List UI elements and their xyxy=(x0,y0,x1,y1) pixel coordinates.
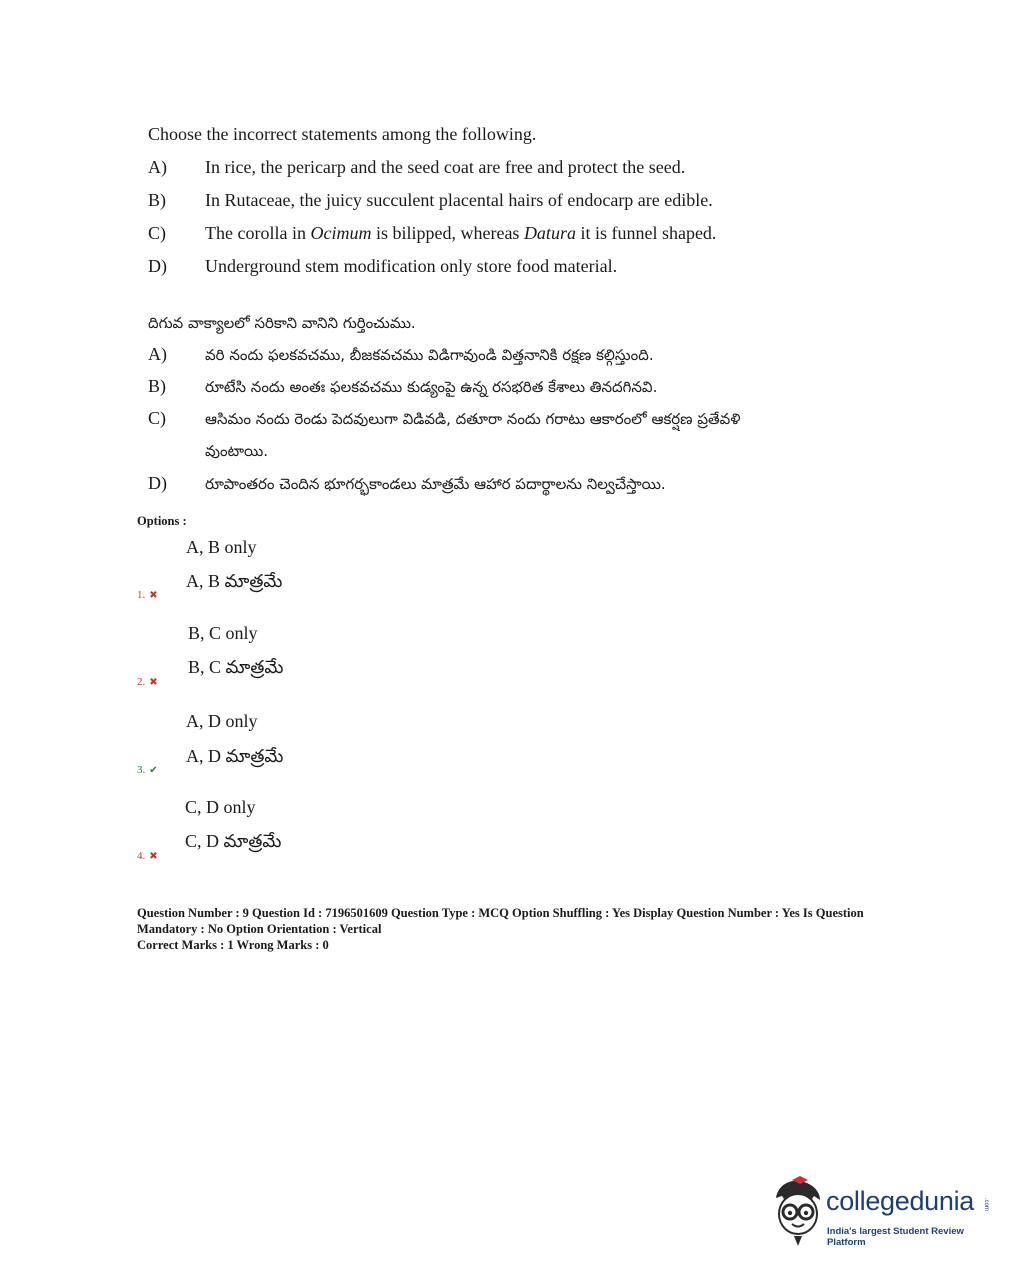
option-4-te xyxy=(185,831,281,856)
statement-label: B) xyxy=(148,190,166,210)
option-3-te-text: A, D మాత్రమే xyxy=(186,746,284,766)
options-label: Options : xyxy=(137,514,187,528)
option-4-te-text: C, D మాత్రమే xyxy=(185,831,282,851)
metadata-line: Correct Marks : 1 Wrong Marks : 0 xyxy=(137,938,329,952)
option-3-en: A, D only xyxy=(186,711,258,731)
logo-domain-suffix: .com xyxy=(983,1198,989,1212)
statement-c-te-continuation: వుంటాయి. xyxy=(205,442,269,460)
statement-label: A) xyxy=(148,344,167,364)
statement-label: A) xyxy=(148,157,167,177)
logo-tagline: India's largest Student Review Platform xyxy=(827,1226,964,1248)
statement-text-part: is bilipped, whereas xyxy=(371,223,524,243)
statement-label: D) xyxy=(148,256,167,276)
statement-text: వరి నందు ఫలకవచము, బీజకవచము విడిగావుండి విత్తనానికి రక్షణ కల్గిస్తుంది. xyxy=(205,346,654,364)
statement-label: C) xyxy=(148,223,166,243)
statement-text-italic: Datura xyxy=(523,223,576,243)
question-title-en: Choose the incorrect statements among the following. xyxy=(148,124,537,144)
option-2-en: B, C only xyxy=(188,623,258,643)
statement-d-te xyxy=(148,473,888,499)
statement-text: Underground stem modification only store food material. xyxy=(205,256,618,276)
collegedunia-logo xyxy=(770,1176,990,1256)
question-title-te: దిగువ వాక్యాలలో సరికాని వానిని గుర్తించుము. xyxy=(148,314,416,332)
statement-label: D) xyxy=(148,473,167,493)
option-4-en: C, D only xyxy=(185,797,256,817)
student-mascot-icon xyxy=(770,1176,826,1248)
statement-text: రూటేసి నందు అంతః ఫలకవచము కుడ్యంపై ఉన్న రసభరిత కేశాలు తినదగినవి. xyxy=(205,378,658,396)
option-number-text: 3. xyxy=(137,764,146,776)
statement-c-en xyxy=(148,223,888,249)
statement-label: C) xyxy=(148,408,166,428)
option-number-text: 1. xyxy=(137,589,146,601)
checkmark-icon: ✔ xyxy=(149,765,158,776)
statement-text-part: it is funnel shaped. xyxy=(575,223,717,243)
cross-icon: ✖ xyxy=(149,851,158,862)
option-1-te xyxy=(186,571,282,596)
logo-wordmark: collegedunia xyxy=(826,1186,975,1216)
statement-text xyxy=(205,223,716,244)
option-1-en: A, B only xyxy=(186,537,257,557)
option-2-number xyxy=(137,676,158,688)
cross-icon: ✖ xyxy=(149,590,158,601)
question-metadata xyxy=(137,905,917,953)
statement-d-en xyxy=(148,256,888,282)
metadata-line: Question Number : 9 Question Id : 7196501609 Question Type : MCQ Option Shuffling : Yes Display Question Number : Yes Is Question xyxy=(137,906,864,920)
option-number-text: 2. xyxy=(137,676,146,688)
statement-label: B) xyxy=(148,376,166,396)
statement-text: In rice, the pericarp and the seed coat are free and protect the seed. xyxy=(205,157,686,177)
statement-text-part: The corolla in xyxy=(205,223,311,243)
option-3-te xyxy=(186,746,283,771)
statement-text-italic: Ocimum xyxy=(310,223,372,243)
option-1-te-text: A, B మాత్రమే xyxy=(186,571,283,591)
statement-text: ఆసిమం నందు రెండు పెదవులుగా విడివడి, దతూరా నందు గరాటు ఆకారంలో ఆకర్షణ ప్రతేవళి xyxy=(205,410,741,428)
option-2-te-text: B, C మాత్రమే xyxy=(188,657,284,677)
option-1-number xyxy=(137,589,158,601)
statement-b-en xyxy=(148,190,888,216)
metadata-line: Mandatory : No Option Orientation : Vertical xyxy=(137,922,382,936)
statement-c-te xyxy=(148,408,888,434)
statement-a-te xyxy=(148,344,888,370)
option-3-number xyxy=(137,764,158,776)
statement-text: రూపాంతరం చెందిన భూగర్భకాండలు మాత్రమే ఆహార పదార్థాలను నిల్వచేస్తాయి. xyxy=(205,475,666,493)
option-4-number xyxy=(137,850,158,862)
statement-b-te xyxy=(148,376,888,402)
statement-a-en xyxy=(148,157,888,183)
option-number-text: 4. xyxy=(137,850,146,862)
cross-icon: ✖ xyxy=(149,677,158,688)
statement-text: In Rutaceae, the juicy succulent placental hairs of endocarp are edible. xyxy=(205,190,713,210)
option-2-te xyxy=(188,657,283,682)
